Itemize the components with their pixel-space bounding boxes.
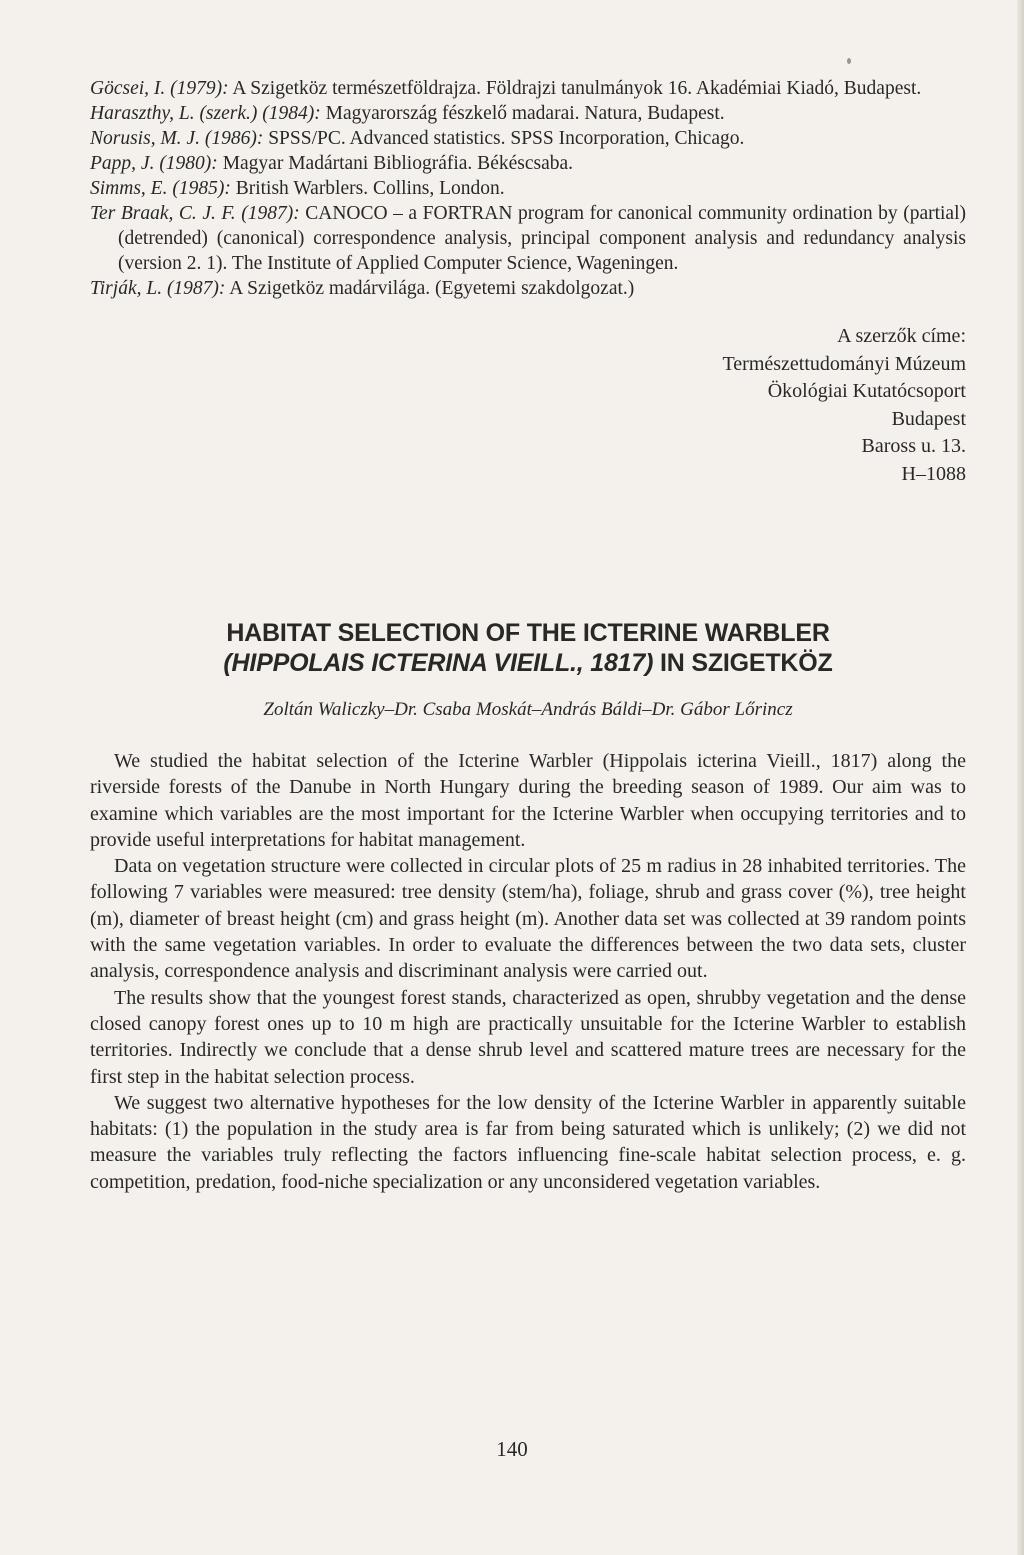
reference-author: Norusis, M. J. (1986): [90,128,264,149]
reference-text: Magyar Madártani Bibliográfia. Békéscsaba. [217,153,574,174]
reference-entry [90,101,966,126]
reference-text: A Szigetköz madárvilága. (Egyetemi szakdolgozat.) [225,278,635,299]
reference-entry [90,276,966,301]
reference-list [90,76,966,301]
reference-text: CANOCO – a FORTRAN program for canonical community ordination by (partial) (detrended) (canonical) correspondence analysis, principal component analysis and redundancy analysis (version 2. 1). The Institute of Applied Computer Science, Wageningen. [118,203,966,274]
address-street: Baross u. 13. [861,435,966,457]
address-department: Ökológiai Kutatócsoport [767,380,966,402]
address-heading: A szerzők címe: [837,325,966,347]
reference-text: Magyarország fészkelő madarai. Natura, Budapest. [320,103,725,124]
abstract-body [90,748,966,1195]
reference-author: Haraszthy, L. (szerk.) (1984): [90,103,321,124]
reference-author: Papp, J. (1980): [90,153,218,174]
reference-text: British Warblers. Collins, London. [230,178,505,199]
article-authors: Zoltán Waliczky–Dr. Csaba Moskát–András Báldi–Dr. Gábor Lőrincz [263,699,793,720]
abstract-paragraph: The results show that the youngest forest stands, characterized as open, shrubby vegetation and the dense closed canopy forest ones up to 10 m high are practically unsuitable for the Icterine Warbler to establish territories. Indirectly we conclude that a dense shrub level and scattered mature trees are necessary for the first step in the habitat selection process. [90,986,966,1088]
page-edge-shadow [1017,0,1024,1555]
address-city: Budapest [891,407,966,430]
abstract-paragraph: We suggest two alternative hypotheses for the low density of the Icterine Warbler in apparently suitable habitats: (1) the population in the study area is far from being saturated which is unlikely; (2) we did not measure the variables truly reflecting the factors influencing fine-scale habitat selection process, e. g. competition, predation, food-niche specialization or any unconsidered vegetation variables. [90,1091,966,1193]
title-species-name: (HIPPOLAIS ICTERINA VIEILL., 1817) [223,649,654,677]
reference-entry [90,201,966,276]
title-location: IN SZIGETKÖZ [653,649,833,677]
title-line-1: HABITAT SELECTION OF THE ICTERINE WARBLER [226,619,830,647]
reference-author: Ter Braak, C. J. F. (1987): [90,203,300,224]
article-title [90,618,966,678]
reference-entry [90,76,966,101]
reference-author: Tirják, L. (1987): [90,278,226,299]
reference-entry [90,126,966,151]
reference-entry [90,151,966,176]
address-institution: Természettudományi Múzeum [722,352,966,375]
reference-entry [90,176,966,201]
author-address [90,323,966,488]
reference-text: A Szigetköz természetföldrajza. Földrajzi tanulmányok 16. Akadémiai Kiadó, Budapest. [228,78,922,99]
title-line-2 [90,648,966,678]
address-postcode: H–1088 [901,462,966,485]
document-page [90,76,966,1195]
page-number: 140 [496,1437,528,1461]
ink-speck [847,58,851,64]
reference-author: Göcsei, I. (1979): [90,78,229,99]
abstract-paragraph: We studied the habitat selection of the Icterine Warbler (Hippolais icterina Vieill., 1817) along the riverside forests of the Danube in North Hungary during the breeding season of 1989. Our aim was to examine which variables are the most important for the Icterine Warbler when occupying territories and to provide useful interpretations for habitat management. [90,750,966,851]
abstract-paragraph: Data on vegetation structure were collected in circular plots of 25 m radius in 28 inhabited territories. The following 7 variables were measured: tree density (stem/ha), foliage, shrub and grass cover (%), tree height (m), diameter of breast height (cm) and grass height (m). Another data set was collected at 39 random points with the same vegetation variables. In order to evaluate the differences between the two data sets, cluster analysis, correspondence analysis and discriminant analysis were carried out. [90,855,966,983]
reference-text: SPSS/PC. Advanced statistics. SPSS Incorporation, Chicago. [263,128,745,149]
reference-author: Simms, E. (1985): [90,178,231,199]
